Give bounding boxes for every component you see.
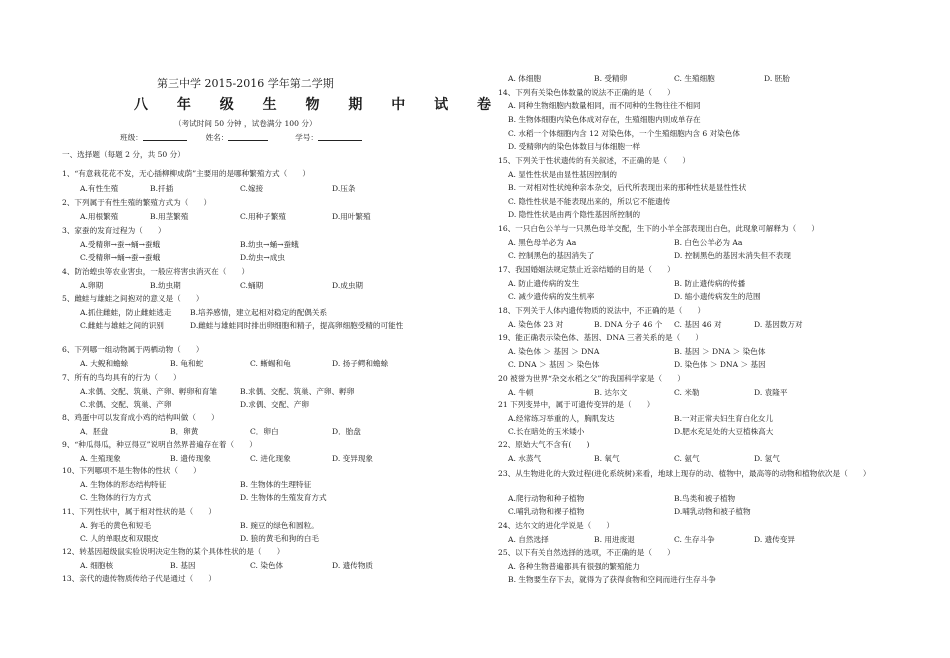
- option[interactable]: A．胚盘: [80, 427, 109, 436]
- option[interactable]: B. 防止遗传病的传播: [674, 279, 746, 288]
- option[interactable]: A. 同种生物细胞内数量相同，而不同种的生物往往不相同: [508, 101, 701, 110]
- option[interactable]: D.雌蛙与雄蛙同时排出卵细胞和精子，提高卵细胞受精的可能性: [190, 321, 404, 330]
- option[interactable]: B. 基因: [170, 561, 196, 570]
- option[interactable]: C. 基因 46 对: [674, 320, 722, 329]
- question-stem: 10、下列哪项不是生物体的性状（ ）: [62, 466, 201, 475]
- option[interactable]: D. 袁隆平: [754, 388, 788, 397]
- option[interactable]: A. 细胞核: [80, 561, 114, 570]
- option[interactable]: D.用叶繁殖: [332, 212, 371, 221]
- question-stem: 16、一只白色公羊与一只黑色母羊交配，生下的小羊全部表现出白色，此现象可解释为（ ）: [498, 224, 820, 233]
- option[interactable]: D.求偶、交配、产卵: [240, 400, 309, 409]
- question-stem: 8、鸡蛋中可以发育成小鸡的结构叫做（ ）: [62, 413, 219, 422]
- option[interactable]: A. 生殖现象: [80, 454, 121, 463]
- option[interactable]: C.求偶、交配、筑巢、产卵: [80, 400, 172, 409]
- question-stem: 19、能正确表示染色体、基因、DNA 三者关系的是（ ）: [498, 333, 703, 342]
- option[interactable]: C. 生物体的行为方式: [80, 493, 152, 502]
- section-title: 一、选择题（每题 2 分，共 50 分）: [62, 150, 185, 159]
- option[interactable]: B.幼虫→蛹→蚕蛾: [240, 240, 299, 249]
- option[interactable]: D. 控制黑色的基因未消失但不表现: [674, 251, 791, 260]
- option[interactable]: A. 各种生物普遍都具有很强的繁殖能力: [508, 562, 640, 571]
- option[interactable]: D. 扬子鳄和蟾蜍: [332, 359, 389, 368]
- option[interactable]: D. 胚胎: [764, 74, 790, 83]
- option[interactable]: B.扦插: [150, 184, 174, 193]
- option[interactable]: B. 用进废退: [594, 535, 635, 544]
- name-label: 姓名：: [205, 133, 229, 142]
- option[interactable]: A.受精卵→蚕→蛹→蚕蛾: [80, 240, 161, 249]
- option[interactable]: A.卵期: [80, 281, 104, 290]
- option[interactable]: B. 生物体的生理特征: [240, 480, 312, 489]
- question-stem: 25、以下有关自然选择的选项，不正确的是（ ）: [498, 548, 675, 557]
- question-stem: 12、转基因超级鼠实验说明决定生物的某个具体性状的是（ ）: [62, 547, 285, 556]
- question-stem: 23、从生物进化的大致过程(进化系统树)来看，地球上现存的动、植物中，最高等的动物和植物依次是（ ）: [498, 469, 871, 478]
- question-stem: 1、“有意栽花花不发，无心插柳柳成荫”主要用的是哪种繁殖方式（ ）: [62, 169, 310, 178]
- question-stem: 24、达尔文的进化学说是（ ）: [498, 521, 614, 530]
- class-field[interactable]: [143, 132, 187, 141]
- option[interactable]: B. 生物体细胞内染色体成对存在，生殖细胞内则成单存在: [508, 115, 701, 124]
- question-stem: 14、下列有关染色体数量的说法不正确的是（ ）: [498, 88, 675, 97]
- question-stem: 7、所有的鸟均具有的行为（ ）: [62, 373, 181, 382]
- option[interactable]: D. 生物体的生殖发育方式: [240, 493, 327, 502]
- option[interactable]: B.一对正常夫妇生育白化女儿: [674, 414, 774, 423]
- option[interactable]: B.鸟类和被子植物: [674, 494, 736, 503]
- option[interactable]: D. 染色体 ＞ DNA ＞ 基因: [674, 360, 766, 369]
- id-field[interactable]: [318, 132, 362, 141]
- question-stem: 18、下列关于人体内遗传物质的说法中，不正确的是（ ）: [498, 306, 706, 315]
- option[interactable]: B．卵黄: [170, 427, 199, 436]
- name-field[interactable]: [228, 132, 268, 141]
- option[interactable]: A. 生物体的形态结构特征: [80, 480, 167, 489]
- option[interactable]: C. 水稻一个体细胞内含 12 对染色体，一个生殖细胞内含 6 对染色体: [508, 129, 740, 138]
- option[interactable]: A. 牛顿: [508, 388, 534, 397]
- option[interactable]: A. 大鲵和蟾蜍: [80, 359, 129, 368]
- question-stem: 17、我国婚姻法规定禁止近亲结婚的目的是（ ）: [498, 265, 675, 274]
- option[interactable]: C. 染色体: [250, 561, 284, 570]
- option[interactable]: A. 黑色母羊必为 Aa: [508, 238, 577, 247]
- question-stem: 11、下列性状中，属于相对性状的是（ ）: [62, 507, 216, 516]
- question-stem: 22、原始大气不含有( ): [498, 440, 590, 449]
- option[interactable]: A. 显性性状是由显性基因控制的: [508, 170, 618, 179]
- question-stem: 6、下列哪一组动物属于两栖动物（ ）: [62, 345, 204, 354]
- option[interactable]: A. 染色体 ＞ 基因 ＞ DNA: [508, 347, 600, 356]
- option[interactable]: A.爬行动物和种子植物: [508, 494, 585, 503]
- option[interactable]: C．卵白: [250, 427, 279, 436]
- option[interactable]: A.用根繁殖: [80, 212, 119, 221]
- question-stem: 20 被誉为世界“杂交水稻之父”的我国科学家是（ ）: [498, 374, 685, 383]
- option[interactable]: B. 氧气: [594, 454, 620, 463]
- option[interactable]: C. 蜥蜴和龟: [250, 359, 291, 368]
- option[interactable]: B. 遗传现象: [170, 454, 211, 463]
- option[interactable]: B. 一对相对性状纯种亲本杂交，后代所表现出来的那种性状是显性性状: [508, 183, 747, 192]
- question-stem: 21 下列变异中，属于可遗传变异的是（ ）: [498, 400, 655, 409]
- school-term-title: 第三中学 2015-2016 学年第二学期: [157, 77, 334, 90]
- option[interactable]: D. 受精卵内的染色体数目与体细胞一样: [508, 142, 641, 151]
- option[interactable]: D. 遗传变异: [754, 535, 796, 544]
- option[interactable]: D. 基因数万对: [754, 320, 803, 329]
- option[interactable]: B.幼虫期: [150, 281, 181, 290]
- option[interactable]: D. 狼的黄毛和狗的白毛: [240, 534, 319, 543]
- option[interactable]: C. 生存斗争: [674, 535, 715, 544]
- option[interactable]: B. 达尔文: [594, 388, 628, 397]
- option[interactable]: C.雌蛙与雄蛙之间的识别: [80, 321, 164, 330]
- option[interactable]: D.压条: [332, 184, 356, 193]
- option[interactable]: D. 隐性性状是由两个隐性基因所控制的: [508, 210, 641, 219]
- option[interactable]: C.哺乳动物和裸子植物: [508, 507, 585, 516]
- option[interactable]: D.肥水充足处的大豆植株高大: [674, 427, 774, 436]
- student-info-row: [120, 132, 362, 143]
- option[interactable]: C.蛹期: [240, 281, 264, 290]
- option[interactable]: B.用茎繁殖: [150, 212, 189, 221]
- option[interactable]: C.长在暗处的玉米矮小: [508, 427, 585, 436]
- option[interactable]: D. 氢气: [754, 454, 780, 463]
- option[interactable]: B.求偶、交配、筑巢、产卵、孵卵: [240, 387, 355, 396]
- option[interactable]: A. 染色体 23 对: [508, 320, 564, 329]
- option[interactable]: D. 遗传物质: [332, 561, 374, 570]
- option[interactable]: A. 狗毛的黄色和短毛: [80, 521, 152, 530]
- option[interactable]: C. 进化现象: [250, 454, 291, 463]
- question-stem: 9、“种瓜得瓜，种豆得豆”说明自然界普遍存在着（ ）: [62, 440, 257, 449]
- option[interactable]: C. 米勒: [674, 388, 700, 397]
- option[interactable]: C. DNA ＞ 基因 ＞ 染色体: [508, 360, 600, 369]
- option[interactable]: B. 生物要生存下去，就得为了获得食物和空间而进行生存斗争: [508, 575, 716, 584]
- question-stem: 2、下列属于有性生殖的繁殖方式为（ ）: [62, 198, 212, 207]
- option[interactable]: B. 白色公羊必为 Aa: [674, 238, 743, 247]
- question-stem: 5、雌蛙与雄蛙之间抱对的意义是（ ）: [62, 294, 204, 303]
- option[interactable]: C.嫁接: [240, 184, 264, 193]
- question-stem: 3、家蚕的发育过程为（ ）: [62, 226, 166, 235]
- option[interactable]: A.抓住雌蛙，防止雌蛙逃走: [80, 308, 172, 317]
- option[interactable]: C. 减少遗传病的发生机率: [508, 292, 595, 301]
- option[interactable]: B. 受精卵: [594, 74, 628, 83]
- option[interactable]: D. 变异现象: [332, 454, 374, 463]
- option[interactable]: C. 人的单眼皮和双眼皮: [80, 534, 159, 543]
- option[interactable]: A.经常练习举重的人，胸肌发达: [508, 414, 615, 423]
- option[interactable]: A. 防止遗传病的发生: [508, 279, 580, 288]
- option[interactable]: A.求偶、交配、筑巢、产卵、孵卵和育雏: [80, 387, 217, 396]
- option[interactable]: C. 生殖细胞: [674, 74, 715, 83]
- option[interactable]: D.幼虫→成虫: [240, 253, 285, 262]
- option[interactable]: B. 龟和蛇: [170, 359, 204, 368]
- option[interactable]: A.有性生殖: [80, 184, 119, 193]
- option[interactable]: D.成虫期: [332, 281, 364, 290]
- option[interactable]: C. 隐性性状是不能表现出来的，所以它不能遗传: [508, 197, 671, 206]
- question-stem: 4、防治蝗虫等农业害虫，一般应将害虫消灭在（ ）: [62, 267, 250, 276]
- class-label: 班级：: [120, 133, 143, 142]
- option[interactable]: D．胎盘: [332, 427, 361, 436]
- option[interactable]: D.哺乳动物和被子植物: [674, 507, 751, 516]
- option[interactable]: B. 基因 ＞ DNA ＞ 染色体: [674, 347, 766, 356]
- option[interactable]: A. 体细胞: [508, 74, 542, 83]
- option[interactable]: B. 豌豆的绿色和圆粒。: [240, 521, 319, 530]
- option[interactable]: A. 自然选择: [508, 535, 549, 544]
- option[interactable]: C. 氨气: [674, 454, 700, 463]
- exam-title: 八 年 级 生 物 期 中 试 卷: [134, 97, 503, 113]
- option[interactable]: B.培养感情，建立起相对稳定的配偶关系: [190, 308, 328, 317]
- option[interactable]: B. DNA 分子 46 个: [594, 320, 663, 329]
- option[interactable]: C.受精卵→蛹→蚕→蚕蛾: [80, 253, 161, 262]
- id-label: 学号：: [295, 133, 319, 142]
- question-stem: 13、亲代的遗传物质传给子代是通过（ ）: [62, 574, 216, 583]
- exam-info: （考试时间 50 分钟 ，试卷满分 100 分）: [174, 119, 317, 128]
- option[interactable]: D. 缩小遗传病发生的范围: [674, 292, 761, 301]
- option[interactable]: A. 水蒸气: [508, 454, 542, 463]
- option[interactable]: C. 控制黑色的基因消失了: [508, 251, 595, 260]
- question-stem: 15、下列关于性状遗传的有关叙述，不正确的是（ ）: [498, 156, 690, 165]
- option[interactable]: C.用种子繁殖: [240, 212, 286, 221]
